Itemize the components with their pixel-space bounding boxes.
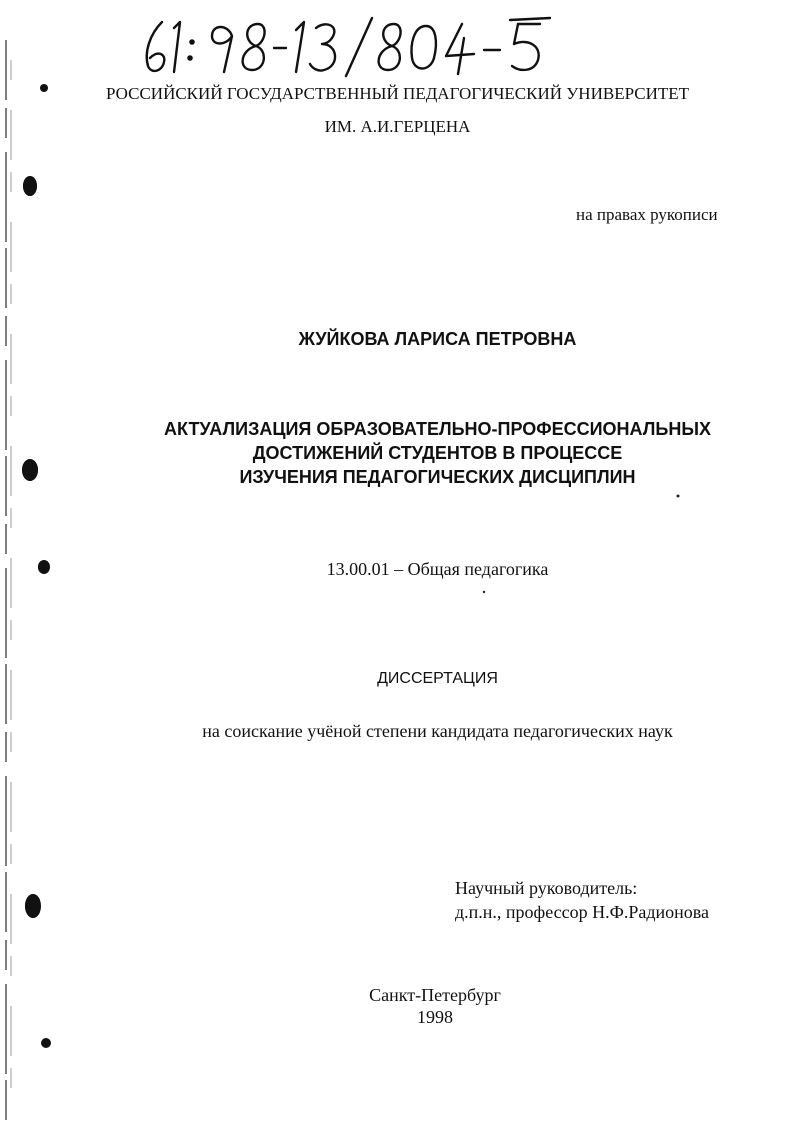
year: 1998	[417, 1007, 453, 1027]
manuscript-note: на правах рукописи	[576, 205, 718, 224]
supervisor-label: Научный руководитель:	[455, 878, 638, 898]
university-name: РОССИЙСКИЙ ГОСУДАРСТВЕННЫЙ ПЕДАГОГИЧЕСКИЙ УНИВЕРСИТЕТ	[105, 84, 690, 103]
title-line-1: АКТУАЛИЗАЦИЯ ОБРАЗОВАТЕЛЬНО-ПРОФЕССИОНАЛЬНЫХ	[164, 419, 711, 439]
city: Санкт-Петербург	[369, 985, 501, 1005]
degree-statement: на соискание учёной степени кандидата педагогических наук	[202, 721, 673, 741]
specialty: 13.00.01 – Общая педагогика	[326, 559, 549, 579]
university-named-after: ИМ. А.И.ГЕРЦЕНА	[324, 117, 471, 136]
supervisor-name: д.п.н., профессор Н.Ф.Радионова	[455, 902, 710, 922]
title-line-2: ДОСТИЖЕНИЙ СТУДЕНТОВ В ПРОЦЕССЕ	[252, 443, 623, 463]
author-name: ЖУЙКОВА ЛАРИСА ПЕТРОВНА	[298, 329, 577, 349]
title-line-3: ИЗУЧЕНИЯ ПЕДАГОГИЧЕСКИХ ДИСЦИПЛИН	[239, 467, 636, 487]
work-type: ДИССЕРТАЦИЯ	[377, 670, 498, 687]
